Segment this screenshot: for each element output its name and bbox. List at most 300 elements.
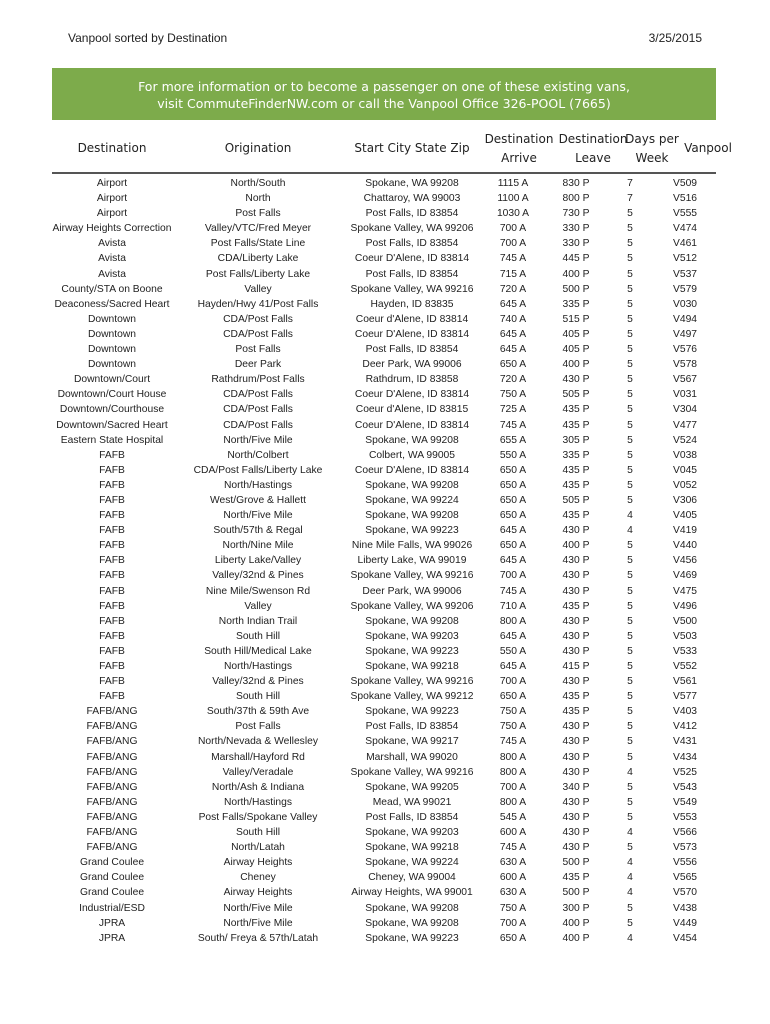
cell-start-city: Post Falls, ID 83854 [365, 238, 459, 250]
cell-origination: Valley [244, 283, 272, 295]
cell-days: 4 [627, 932, 633, 944]
cell-destination: FAFB [99, 479, 125, 491]
cell-origination: Post Falls/Spokane Valley [198, 811, 318, 823]
cell-leave: 305 P [562, 434, 590, 446]
cell-leave: 435 P [562, 510, 590, 522]
cell-days: 5 [627, 721, 633, 733]
cell-leave: 500 P [562, 887, 590, 899]
cell-origination: Post Falls [235, 721, 281, 733]
cell-leave: 435 P [562, 479, 590, 491]
cell-days: 5 [627, 691, 633, 703]
cell-days: 5 [627, 253, 633, 265]
cell-vanpool: V030 [672, 298, 698, 310]
cell-arrive: 1115 A [497, 178, 529, 189]
cell-origination: North/Colbert [227, 449, 289, 461]
cell-start-city: Spokane Valley, WA 99216 [350, 283, 474, 295]
cell-days: 5 [627, 208, 633, 220]
cell-vanpool: V440 [672, 540, 698, 552]
cell-arrive: 645 A [499, 630, 527, 642]
cell-start-city: Spokane, WA 99208 [365, 615, 459, 627]
cell-days: 5 [627, 494, 633, 506]
cell-leave: 300 P [562, 902, 590, 914]
table-row [52, 659, 716, 674]
cell-leave: 435 P [562, 600, 590, 612]
cell-leave: 430 P [562, 736, 590, 748]
table-row [52, 372, 716, 387]
cell-destination: FAFB [99, 449, 125, 461]
cell-leave: 505 P [562, 494, 590, 506]
cell-arrive: 740 A [499, 313, 527, 325]
cell-days: 5 [627, 449, 633, 461]
cell-vanpool: V549 [672, 796, 698, 808]
cell-arrive: 645 A [499, 661, 527, 672]
cell-destination: FAFB [99, 570, 125, 582]
cell-days: 5 [627, 404, 633, 416]
cell-arrive: 645 A [499, 328, 527, 340]
cell-vanpool: V496 [672, 600, 698, 612]
cell-arrive: 750 A [499, 389, 527, 401]
cell-leave: 500 P [562, 283, 590, 295]
cell-leave: 430 P [562, 751, 590, 763]
cell-vanpool: V573 [672, 842, 698, 854]
cell-origination: CDA/Post Falls [223, 419, 293, 431]
cell-vanpool: V500 [672, 615, 698, 627]
table-row [52, 176, 716, 191]
cell-vanpool: V456 [672, 555, 698, 567]
cell-leave: 430 P [562, 645, 590, 657]
cell-leave: 430 P [562, 585, 590, 597]
table-row [52, 251, 716, 266]
cell-leave: 430 P [562, 842, 590, 854]
cell-arrive: 715 A [499, 268, 527, 280]
cell-days: 4 [627, 525, 633, 537]
cell-vanpool: V419 [672, 525, 698, 537]
cell-leave: 445 P [562, 253, 590, 265]
cell-start-city: Spokane, WA 99208 [365, 434, 459, 446]
cell-start-city: Rathdrum, ID 83858 [365, 374, 459, 386]
cell-leave: 435 P [562, 404, 590, 416]
cell-destination: FAFB/ANG [86, 781, 138, 793]
table-row [52, 236, 716, 251]
cell-origination: Post Falls/State Line [210, 238, 306, 250]
cell-leave: 335 P [562, 449, 590, 461]
cell-days: 5 [627, 842, 633, 854]
cell-days: 5 [627, 374, 633, 386]
cell-destination: Grand Coulee [79, 872, 145, 884]
cell-destination: FAFB/ANG [86, 842, 138, 854]
cell-leave: 505 P [562, 389, 590, 401]
cell-days: 5 [627, 751, 633, 763]
table-row [52, 719, 716, 734]
cell-destination: Avista [98, 238, 126, 250]
cell-destination: FAFB [99, 525, 125, 537]
cell-vanpool: V556 [672, 857, 698, 869]
cell-start-city: Liberty Lake, WA 99019 [357, 555, 467, 567]
cell-start-city: Airway Heights, WA 99001 [351, 887, 473, 899]
table-row [52, 206, 716, 221]
cell-destination: Avista [98, 268, 126, 280]
cell-leave: 515 P [562, 313, 590, 325]
cell-arrive: 650 A [499, 464, 527, 476]
cell-days: 5 [627, 661, 633, 672]
cell-destination: FAFB/ANG [86, 736, 138, 748]
cell-start-city: Coeur d'Alene, ID 83814 [355, 313, 469, 325]
cell-vanpool: V438 [672, 902, 698, 914]
cell-start-city: Post Falls, ID 83854 [365, 721, 459, 733]
cell-leave: 415 P [562, 661, 590, 672]
cell-origination: Valley/32nd & Pines [212, 570, 304, 582]
cell-origination: Airway Heights [223, 887, 293, 899]
cell-days: 5 [627, 811, 633, 823]
cell-origination: Hayden/Hwy 41/Post Falls [197, 298, 319, 310]
cell-origination: North/Hastings [223, 796, 293, 808]
cell-destination: FAFB [99, 676, 125, 688]
table-row [52, 357, 716, 372]
cell-vanpool: V449 [672, 917, 698, 929]
col-arrive-line2: Arrive [501, 151, 537, 165]
cell-start-city: Coeur D'Alene, ID 83814 [354, 389, 470, 401]
table-row [52, 508, 716, 523]
cell-origination: North/Five Mile [223, 917, 293, 929]
cell-origination: North/Five Mile [223, 510, 293, 522]
cell-origination: North/Five Mile [223, 434, 293, 446]
table-row [52, 840, 716, 855]
cell-vanpool: V304 [672, 404, 698, 416]
cell-vanpool: V552 [672, 661, 698, 672]
cell-leave: 430 P [562, 615, 590, 627]
cell-arrive: 720 A [499, 374, 527, 386]
cell-start-city: Spokane, WA 99218 [365, 842, 459, 854]
col-leave-line1: Destination [558, 132, 628, 146]
cell-arrive: 550 A [499, 449, 527, 461]
cell-arrive: 650 A [499, 359, 527, 371]
cell-destination: Airport [96, 193, 128, 205]
cell-arrive: 650 A [499, 691, 527, 703]
document-title: Vanpool sorted by Destination [68, 31, 228, 45]
cell-start-city: Spokane Valley, WA 99206 [350, 600, 474, 612]
cell-arrive: 710 A [499, 600, 527, 612]
cell-leave: 400 P [562, 917, 590, 929]
cell-days: 5 [627, 615, 633, 627]
cell-destination: FAFB/ANG [86, 706, 138, 718]
cell-vanpool: V576 [672, 344, 698, 356]
cell-start-city: Spokane Valley, WA 99212 [350, 691, 474, 703]
cell-arrive: 700 A [499, 570, 527, 582]
cell-start-city: Spokane, WA 99223 [365, 645, 459, 657]
cell-arrive: 630 A [499, 857, 527, 869]
cell-start-city: Spokane, WA 99223 [365, 706, 459, 718]
cell-arrive: 745 A [499, 253, 527, 265]
table-row [52, 765, 716, 780]
cell-destination: FAFB/ANG [86, 751, 138, 763]
cell-origination: Valley [244, 600, 272, 612]
cell-vanpool: V533 [672, 645, 698, 657]
cell-days: 5 [627, 555, 633, 567]
banner-line-2: visit CommuteFinderNW.com or call the Vanpool Office 326-POOL (7665) [157, 96, 611, 111]
cell-start-city: Cheney, WA 99004 [368, 872, 456, 884]
table-row [52, 614, 716, 629]
cell-vanpool: V578 [672, 359, 698, 371]
cell-days: 5 [627, 238, 633, 250]
cell-origination: North/Latah [231, 842, 285, 854]
cell-days: 5 [627, 540, 633, 552]
cell-start-city: Spokane, WA 99208 [365, 178, 459, 189]
table-row [52, 901, 716, 916]
cell-origination: Valley/Veradale [222, 766, 294, 778]
cell-leave: 730 P [562, 208, 590, 220]
cell-start-city: Spokane Valley, WA 99216 [350, 570, 474, 582]
cell-vanpool: V503 [672, 630, 698, 642]
cell-arrive: 645 A [499, 525, 527, 537]
cell-vanpool: V577 [672, 691, 698, 703]
table-row [52, 478, 716, 493]
cell-start-city: Deer Park, WA 99006 [362, 359, 462, 371]
table-row [52, 916, 716, 931]
cell-destination: FAFB [99, 691, 125, 703]
cell-origination: South/57th & Regal [213, 525, 303, 537]
cell-vanpool: V570 [672, 887, 698, 899]
cell-destination: Deaconess/Sacred Heart [54, 298, 170, 310]
cell-days: 5 [627, 419, 633, 431]
cell-leave: 400 P [562, 268, 590, 280]
cell-leave: 435 P [562, 706, 590, 718]
cell-origination: North/Nevada & Wellesley [198, 736, 318, 748]
cell-vanpool: V509 [672, 178, 698, 189]
cell-destination: Downtown [87, 313, 137, 325]
cell-leave: 500 P [562, 857, 590, 869]
cell-vanpool: V516 [672, 193, 698, 205]
cell-origination: Liberty Lake/Valley [214, 555, 302, 567]
table-row [52, 297, 716, 312]
table-row [52, 387, 716, 402]
cell-leave: 400 P [562, 359, 590, 371]
cell-origination: South Hill [235, 691, 281, 703]
cell-vanpool: V038 [672, 449, 698, 461]
cell-arrive: 745 A [499, 585, 527, 597]
cell-leave: 400 P [562, 932, 590, 944]
cell-days: 4 [627, 872, 633, 884]
cell-vanpool: V306 [672, 494, 698, 506]
cell-vanpool: V031 [672, 389, 698, 401]
cell-days: 5 [627, 736, 633, 748]
cell-origination: North/Nine Mile [222, 540, 294, 552]
cell-vanpool: V561 [672, 676, 698, 688]
cell-days: 5 [627, 434, 633, 446]
cell-origination: Post Falls [235, 208, 281, 220]
cell-origination: Rathdrum/Post Falls [211, 374, 305, 386]
cell-origination: North/Five Mile [223, 902, 293, 914]
table-row [52, 402, 716, 417]
cell-days: 5 [627, 781, 633, 793]
cell-vanpool: V512 [672, 253, 698, 265]
cell-arrive: 650 A [499, 510, 527, 522]
cell-start-city: Spokane, WA 99205 [365, 781, 459, 793]
cell-arrive: 750 A [499, 721, 527, 733]
cell-vanpool: V461 [672, 238, 698, 250]
cell-start-city: Spokane, WA 99224 [365, 857, 459, 869]
cell-vanpool: V524 [672, 434, 698, 446]
cell-days: 4 [627, 827, 633, 839]
table-row [52, 825, 716, 840]
cell-arrive: 700 A [499, 917, 527, 929]
cell-days: 4 [627, 857, 633, 869]
cell-vanpool: V567 [672, 374, 698, 386]
table-row [52, 674, 716, 689]
cell-arrive: 645 A [499, 344, 527, 356]
cell-start-city: Spokane, WA 99208 [365, 902, 459, 914]
cell-arrive: 650 A [499, 932, 527, 944]
cell-origination: Airway Heights [223, 857, 293, 869]
cell-origination: South Hill [235, 827, 281, 839]
table-row [52, 191, 716, 206]
cell-destination: JPRA [98, 917, 126, 929]
cell-start-city: Spokane, WA 99224 [365, 494, 459, 506]
cell-days: 5 [627, 464, 633, 476]
cell-destination: Grand Coulee [79, 857, 145, 869]
cell-days: 5 [627, 328, 633, 340]
cell-origination: Valley/32nd & Pines [212, 676, 304, 688]
cell-leave: 330 P [562, 238, 590, 250]
cell-leave: 430 P [562, 630, 590, 642]
cell-origination: CDA/Post Falls [223, 328, 293, 340]
cell-start-city: Colbert, WA 99005 [368, 449, 456, 461]
cell-days: 5 [627, 706, 633, 718]
cell-start-city: Nine Mile Falls, WA 99026 [351, 540, 473, 552]
cell-vanpool: V579 [672, 283, 698, 295]
cell-origination: North Indian Trail [218, 615, 298, 627]
cell-vanpool: V454 [672, 932, 698, 944]
cell-start-city: Spokane, WA 99223 [365, 932, 459, 944]
cell-origination: North/South [230, 178, 286, 189]
cell-leave: 435 P [562, 872, 590, 884]
cell-vanpool: V525 [672, 766, 698, 778]
cell-leave: 405 P [562, 344, 590, 356]
cell-start-city: Spokane, WA 99203 [365, 827, 459, 839]
cell-arrive: 545 A [499, 811, 527, 823]
cell-leave: 430 P [562, 570, 590, 582]
table-row [52, 267, 716, 282]
cell-destination: FAFB [99, 630, 125, 642]
cell-days: 4 [627, 510, 633, 522]
cell-leave: 405 P [562, 328, 590, 340]
cell-start-city: Spokane, WA 99208 [365, 510, 459, 522]
table-row [52, 810, 716, 825]
cell-origination: Deer Park [234, 359, 282, 371]
col-arrive-line1: Destination [484, 132, 554, 146]
cell-arrive: 745 A [499, 842, 527, 854]
cell-arrive: 1100 A [497, 193, 529, 205]
cell-origination: CDA/Post Falls [223, 313, 293, 325]
cell-days: 5 [627, 313, 633, 325]
cell-days: 5 [627, 630, 633, 642]
table-row [52, 855, 716, 870]
table-row [52, 523, 716, 538]
cell-arrive: 645 A [499, 555, 527, 567]
cell-destination: Airway Heights Correction [52, 223, 172, 235]
cell-start-city: Post Falls, ID 83854 [365, 344, 459, 356]
cell-days: 5 [627, 344, 633, 356]
header-rule [52, 172, 716, 174]
cell-destination: FAFB/ANG [86, 766, 138, 778]
vanpool-rows [52, 176, 716, 946]
vanpool-table [52, 176, 716, 946]
cell-vanpool: V431 [672, 736, 698, 748]
cell-destination: Avista [98, 253, 126, 265]
cell-vanpool: V403 [672, 706, 698, 718]
table-row [52, 885, 716, 900]
cell-destination: Airport [96, 208, 128, 220]
cell-destination: FAFB [99, 540, 125, 552]
cell-arrive: 745 A [499, 736, 527, 748]
col-days-line2: Week [635, 151, 669, 165]
document-date: 3/25/2015 [648, 31, 702, 45]
cell-leave: 330 P [562, 223, 590, 235]
cell-origination: CDA/Post Falls [223, 404, 293, 416]
cell-start-city: Post Falls, ID 83854 [365, 208, 459, 220]
cell-destination: FAFB/ANG [86, 796, 138, 808]
cell-vanpool: V475 [672, 585, 698, 597]
cell-destination: FAFB/ANG [86, 721, 138, 733]
table-row [52, 780, 716, 795]
cell-vanpool: V405 [672, 510, 698, 522]
table-row [52, 734, 716, 749]
cell-vanpool: V565 [672, 872, 698, 884]
table-row [52, 644, 716, 659]
cell-origination: South/ Freya & 57th/Latah [197, 932, 319, 944]
cell-arrive: 725 A [499, 404, 527, 416]
cell-start-city: Marshall, WA 99020 [366, 751, 458, 763]
cell-days: 5 [627, 796, 633, 808]
cell-start-city: Coeur D'Alene, ID 83814 [354, 464, 470, 476]
cell-leave: 430 P [562, 721, 590, 733]
cell-origination: CDA/Post Falls/Liberty Lake [193, 464, 323, 476]
cell-vanpool: V477 [672, 419, 698, 431]
cell-days: 5 [627, 283, 633, 295]
cell-start-city: Mead, WA 99021 [372, 796, 452, 808]
cell-start-city: Post Falls, ID 83854 [365, 268, 459, 280]
table-row [52, 568, 716, 583]
cell-vanpool: V052 [672, 479, 698, 491]
cell-days: 5 [627, 902, 633, 914]
cell-arrive: 750 A [499, 902, 527, 914]
cell-vanpool: V474 [672, 223, 698, 235]
cell-arrive: 600 A [499, 827, 527, 839]
cell-arrive: 720 A [499, 283, 527, 295]
table-row [52, 433, 716, 448]
cell-arrive: 800 A [499, 796, 527, 808]
cell-vanpool: V497 [672, 328, 698, 340]
cell-destination: Airport [96, 178, 128, 189]
cell-days: 5 [627, 600, 633, 612]
col-destination: Destination [77, 141, 147, 155]
cell-days: 5 [627, 570, 633, 582]
cell-start-city: Post Falls, ID 83854 [365, 811, 459, 823]
cell-destination: FAFB [99, 510, 125, 522]
column-headers [52, 130, 732, 173]
cell-vanpool: V412 [672, 721, 698, 733]
cell-arrive: 630 A [499, 887, 527, 899]
cell-arrive: 745 A [499, 419, 527, 431]
cell-arrive: 700 A [499, 781, 527, 793]
cell-start-city: Coeur d'Alene, ID 83815 [355, 404, 469, 416]
table-row [52, 312, 716, 327]
cell-destination: Downtown/Court [73, 374, 151, 386]
cell-vanpool: V553 [672, 811, 698, 823]
cell-start-city: Coeur D'Alene, ID 83814 [354, 253, 470, 265]
cell-vanpool: V543 [672, 781, 698, 793]
table-row [52, 327, 716, 342]
cell-destination: FAFB [99, 585, 125, 597]
